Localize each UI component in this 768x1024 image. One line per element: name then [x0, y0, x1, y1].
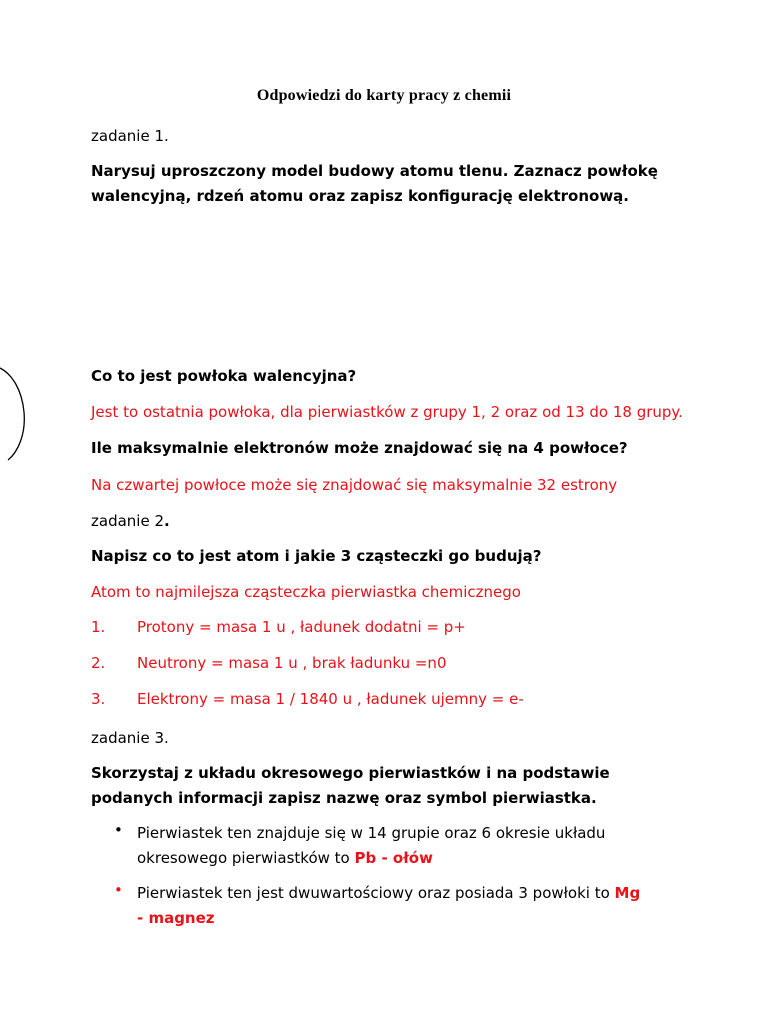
list-item-text: Protony = masa 1 u , ładunek dodatni = p+: [137, 618, 466, 636]
bullet-icon: •: [114, 821, 123, 839]
task2-label: [91, 509, 708, 534]
task3-question: Skorzystaj z układu okresowego pierwiastków i na podstawie podanych informacji zapisz nazwę oraz symbol pierwiastka.: [91, 764, 610, 807]
list-item-text: Neutrony = masa 1 u , brak ładunku =n0: [137, 654, 447, 672]
bullet-question: Pierwiastek ten jest dwuwartościowy oraz posiada 3 powłoki to: [137, 884, 615, 902]
task1-q3: Ile maksymalnie elektronów może znajdować się na 4 powłoce?: [91, 439, 628, 457]
bullet-question: Pierwiastek ten znajduje się w 14 grupie oraz 6 okresie układu okresowego pierwiastków to: [137, 824, 606, 867]
list-item-number: 1.: [91, 618, 106, 636]
task2-question: Napisz co to jest atom i jakie 3 cząsteczki go budują?: [91, 547, 542, 565]
task3-label: zadanie 3.: [91, 729, 169, 747]
task1-q2: Co to jest powłoka walencyjna?: [91, 367, 357, 385]
handwritten-arc-drawing: [0, 360, 40, 470]
task2-label-text: zadanie 2: [91, 512, 164, 530]
list-item-number: 2.: [91, 654, 106, 672]
task1-label: zadanie 1.: [91, 127, 169, 145]
list-item-number: 3.: [91, 690, 106, 708]
bullet-answer: Mg - magnez: [137, 884, 641, 927]
bullet-answer: Pb - ołów: [354, 849, 433, 867]
document-title: Odpowiedzi do karty pracy z chemii: [256, 87, 512, 104]
bullet-text: [137, 881, 647, 931]
bullet-icon: •: [114, 881, 123, 899]
task1-a2: Jest to ostatnia powłoka, dla pierwiastków z grupy 1, 2 oraz od 13 do 18 grupy.: [91, 403, 683, 421]
task2-answer: Atom to najmilejsza cząsteczka pierwiastka chemicznego: [91, 583, 521, 601]
list-item-text: Elektrony = masa 1 / 1840 u , ładunek ujemny = e-: [137, 690, 524, 708]
task1-a3: Na czwartej powłoce może się znajdować się maksymalnie 32 estrony: [91, 476, 618, 494]
task2-label-dot: .: [164, 512, 170, 530]
bullet-text: [137, 821, 677, 871]
task1-question: Narysuj uproszczony model budowy atomu tlenu. Zaznacz powłokę walencyjną, rdzeń atomu oraz zapisz konfigurację elektronową.: [91, 162, 658, 205]
